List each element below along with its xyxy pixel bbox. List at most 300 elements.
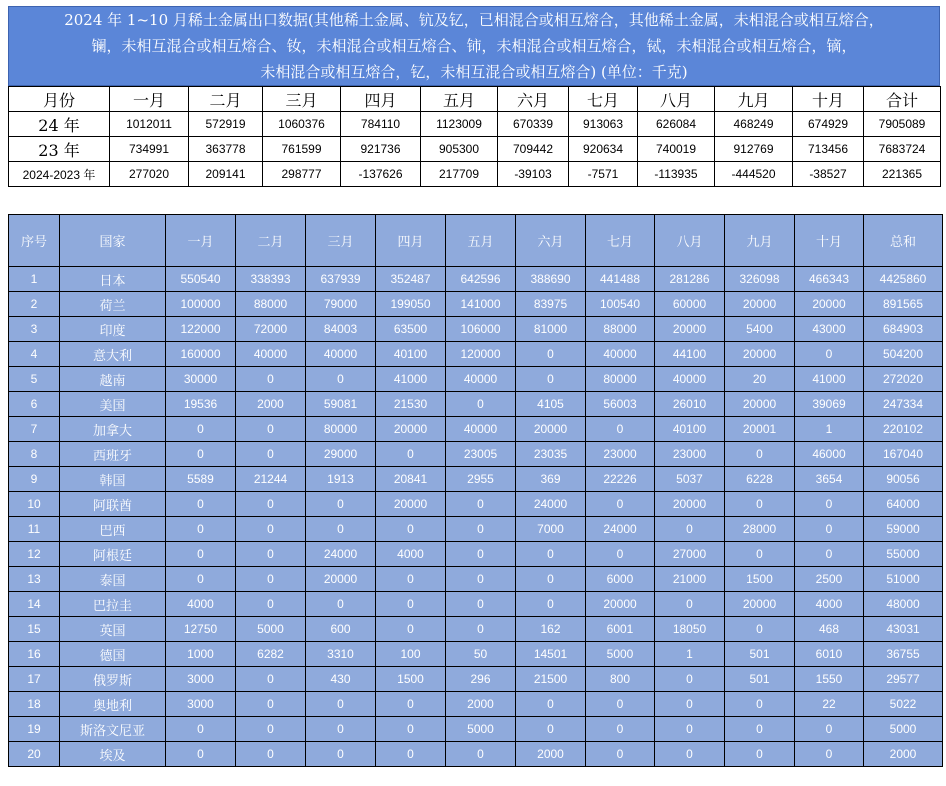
summary-header-cell: 八月 <box>638 87 715 112</box>
value-cell: 30000 <box>166 367 236 392</box>
value-cell: 441488 <box>586 267 655 292</box>
value-cell: 43000 <box>795 317 864 342</box>
value-cell: 0 <box>795 717 864 742</box>
value-cell: 369 <box>516 467 586 492</box>
value-cell: 0 <box>236 742 306 767</box>
value-cell: 0 <box>166 417 236 442</box>
summary-cell: 468249 <box>715 112 793 137</box>
value-cell: 0 <box>166 542 236 567</box>
title-line: 镧，未相互混合或相互熔合、钕，未相混合或相互熔合、铈，未相混合或相互熔合，铽，未相混合或相互熔合，镝， <box>91 37 857 55</box>
value-cell: 0 <box>446 392 516 417</box>
value-cell: 40100 <box>655 417 725 442</box>
summary-cell: 709442 <box>498 137 569 162</box>
detail-header-cell: 国家 <box>60 215 166 267</box>
value-cell: 23005 <box>446 442 516 467</box>
value-cell: 5037 <box>655 467 725 492</box>
value-cell: 1 <box>655 642 725 667</box>
summary-header-cell: 月份 <box>9 87 110 112</box>
table-row <box>9 492 943 517</box>
value-cell: 1500 <box>725 567 795 592</box>
table-row <box>9 517 943 542</box>
value-cell: 24000 <box>586 517 655 542</box>
detail-header-cell: 二月 <box>236 215 306 267</box>
value-cell: 29577 <box>864 667 943 692</box>
table-row <box>9 542 943 567</box>
value-cell: 0 <box>446 567 516 592</box>
value-cell: 20000 <box>376 417 446 442</box>
country-name: 印度 <box>60 317 166 342</box>
table-row <box>9 642 943 667</box>
country-name: 韩国 <box>60 467 166 492</box>
title-line: 未相混合或相互熔合，钇，未相互混合或相互熔合) (单位：千克) <box>260 63 688 81</box>
value-cell: 56003 <box>586 392 655 417</box>
table-title <box>8 6 940 86</box>
country-name: 越南 <box>60 367 166 392</box>
value-cell: 5022 <box>864 692 943 717</box>
value-cell: 4000 <box>795 592 864 617</box>
value-cell: 27000 <box>655 542 725 567</box>
summary-header-cell: 三月 <box>263 87 341 112</box>
value-cell: 72000 <box>236 317 306 342</box>
value-cell: 0 <box>376 692 446 717</box>
value-cell: 0 <box>306 367 376 392</box>
summary-cell: -38527 <box>793 162 864 187</box>
value-cell: 88000 <box>586 317 655 342</box>
summary-cell: 363778 <box>189 137 263 162</box>
value-cell: 40000 <box>446 417 516 442</box>
value-cell: 504200 <box>864 342 943 367</box>
value-cell: 141000 <box>446 292 516 317</box>
value-cell: 600 <box>306 617 376 642</box>
value-cell: 0 <box>236 492 306 517</box>
value-cell: 0 <box>306 692 376 717</box>
value-cell: 0 <box>166 517 236 542</box>
value-cell: 642596 <box>446 267 516 292</box>
value-cell: 0 <box>516 692 586 717</box>
summary-row-label: 2024-2023 年 <box>9 162 110 187</box>
value-cell: 2500 <box>795 567 864 592</box>
summary-cell: -444520 <box>715 162 793 187</box>
value-cell: 40000 <box>236 342 306 367</box>
value-cell: 0 <box>516 367 586 392</box>
value-cell: 5589 <box>166 467 236 492</box>
value-cell: 23000 <box>655 442 725 467</box>
value-cell: 80000 <box>306 417 376 442</box>
row-index: 3 <box>9 317 60 342</box>
value-cell: 20000 <box>795 292 864 317</box>
value-cell: 80000 <box>586 367 655 392</box>
value-cell: 3000 <box>166 692 236 717</box>
value-cell: 20000 <box>725 342 795 367</box>
value-cell: 0 <box>376 442 446 467</box>
table-row <box>9 692 943 717</box>
value-cell: 338393 <box>236 267 306 292</box>
summary-cell: 905300 <box>421 137 498 162</box>
value-cell: 20000 <box>306 567 376 592</box>
value-cell: 21000 <box>655 567 725 592</box>
summary-header-cell: 二月 <box>189 87 263 112</box>
country-name: 西班牙 <box>60 442 166 467</box>
value-cell: 637939 <box>306 267 376 292</box>
row-index: 11 <box>9 517 60 542</box>
value-cell: 100540 <box>586 292 655 317</box>
detail-header-cell: 五月 <box>446 215 516 267</box>
value-cell: 6228 <box>725 467 795 492</box>
value-cell: 0 <box>795 542 864 567</box>
value-cell: 2000 <box>236 392 306 417</box>
value-cell: 1000 <box>166 642 236 667</box>
value-cell: 20 <box>725 367 795 392</box>
value-cell: 0 <box>446 592 516 617</box>
row-index: 14 <box>9 592 60 617</box>
country-name: 泰国 <box>60 567 166 592</box>
country-name: 巴西 <box>60 517 166 542</box>
value-cell: 272020 <box>864 367 943 392</box>
summary-cell: -7571 <box>569 162 638 187</box>
value-cell: 20000 <box>516 417 586 442</box>
title-line: 2024 年 1~10 月稀土金属出口数据(其他稀土金属、钪及钇，已相混合或相互熔合，其他稀土金属，未相混合或相互熔合， <box>64 11 884 29</box>
summary-cell: 572919 <box>189 112 263 137</box>
value-cell: 0 <box>516 342 586 367</box>
summary-row-label: 24 年 <box>9 112 110 137</box>
value-cell: 48000 <box>864 592 943 617</box>
value-cell: 28000 <box>725 517 795 542</box>
value-cell: 0 <box>725 692 795 717</box>
value-cell: 684903 <box>864 317 943 342</box>
value-cell: 2000 <box>446 692 516 717</box>
value-cell: 41000 <box>795 367 864 392</box>
summary-cell: 740019 <box>638 137 715 162</box>
value-cell: 0 <box>795 492 864 517</box>
value-cell: 800 <box>586 667 655 692</box>
detail-header-cell: 一月 <box>166 215 236 267</box>
value-cell: 29000 <box>306 442 376 467</box>
detail-header-cell: 三月 <box>306 215 376 267</box>
value-cell: 120000 <box>446 342 516 367</box>
detail-header-cell: 七月 <box>586 215 655 267</box>
summary-cell: 1060376 <box>263 112 341 137</box>
summary-cell: 277020 <box>110 162 189 187</box>
table-row <box>9 292 943 317</box>
value-cell: 0 <box>236 717 306 742</box>
value-cell: 0 <box>655 692 725 717</box>
table-row <box>9 617 943 642</box>
value-cell: 0 <box>166 567 236 592</box>
summary-cell: 298777 <box>263 162 341 187</box>
value-cell: 40000 <box>306 342 376 367</box>
value-cell: 160000 <box>166 342 236 367</box>
summary-header-cell: 合计 <box>864 87 941 112</box>
summary-cell: 217709 <box>421 162 498 187</box>
value-cell: 3000 <box>166 667 236 692</box>
table-row <box>9 442 943 467</box>
value-cell: 24000 <box>516 492 586 517</box>
summary-cell: 1123009 <box>421 112 498 137</box>
value-cell: 0 <box>236 542 306 567</box>
row-index: 1 <box>9 267 60 292</box>
value-cell: 167040 <box>864 442 943 467</box>
value-cell: 199050 <box>376 292 446 317</box>
summary-header-cell: 十月 <box>793 87 864 112</box>
row-index: 9 <box>9 467 60 492</box>
value-cell: 0 <box>586 742 655 767</box>
value-cell: 0 <box>586 492 655 517</box>
summary-cell: 674929 <box>793 112 864 137</box>
value-cell: 352487 <box>376 267 446 292</box>
table-row <box>9 367 943 392</box>
value-cell: 468 <box>795 617 864 642</box>
value-cell: 20000 <box>655 317 725 342</box>
value-cell: 3654 <box>795 467 864 492</box>
value-cell: 43031 <box>864 617 943 642</box>
summary-cell: 920634 <box>569 137 638 162</box>
value-cell: 0 <box>306 492 376 517</box>
value-cell: 22 <box>795 692 864 717</box>
summary-cell: 913063 <box>569 112 638 137</box>
value-cell: 24000 <box>306 542 376 567</box>
value-cell: 0 <box>236 417 306 442</box>
summary-header-cell: 七月 <box>569 87 638 112</box>
value-cell: 2000 <box>864 742 943 767</box>
summary-cell: -137626 <box>341 162 421 187</box>
value-cell: 0 <box>586 542 655 567</box>
summary-cell: 221365 <box>864 162 941 187</box>
summary-header-cell: 六月 <box>498 87 569 112</box>
value-cell: 1500 <box>376 667 446 692</box>
value-cell: 5000 <box>236 617 306 642</box>
value-cell: 20000 <box>655 492 725 517</box>
summary-row-label: 23 年 <box>9 137 110 162</box>
row-index: 17 <box>9 667 60 692</box>
table-row <box>9 667 943 692</box>
value-cell: 84003 <box>306 317 376 342</box>
row-index: 13 <box>9 567 60 592</box>
value-cell: 20841 <box>376 467 446 492</box>
value-cell: 0 <box>725 492 795 517</box>
value-cell: 21530 <box>376 392 446 417</box>
value-cell: 21500 <box>516 667 586 692</box>
row-index: 10 <box>9 492 60 517</box>
value-cell: 41000 <box>376 367 446 392</box>
value-cell: 4425860 <box>864 267 943 292</box>
value-cell: 3310 <box>306 642 376 667</box>
value-cell: 0 <box>795 342 864 367</box>
value-cell: 6001 <box>586 617 655 642</box>
value-cell: 2955 <box>446 467 516 492</box>
value-cell: 0 <box>376 517 446 542</box>
summary-header-cell: 九月 <box>715 87 793 112</box>
summary-row <box>9 112 941 137</box>
value-cell: 0 <box>795 742 864 767</box>
value-cell: 14501 <box>516 642 586 667</box>
country-name: 日本 <box>60 267 166 292</box>
value-cell: 0 <box>376 592 446 617</box>
row-index: 5 <box>9 367 60 392</box>
value-cell: 44100 <box>655 342 725 367</box>
value-cell: 0 <box>725 742 795 767</box>
country-name: 奥地利 <box>60 692 166 717</box>
value-cell: 0 <box>376 567 446 592</box>
country-name: 斯洛文尼亚 <box>60 717 166 742</box>
summary-cell: 713456 <box>793 137 864 162</box>
value-cell: 6010 <box>795 642 864 667</box>
table-row <box>9 742 943 767</box>
summary-header-cell: 五月 <box>421 87 498 112</box>
summary-cell: 1012011 <box>110 112 189 137</box>
row-index: 8 <box>9 442 60 467</box>
detail-header-cell: 九月 <box>725 215 795 267</box>
value-cell: 20000 <box>586 592 655 617</box>
summary-cell: -113935 <box>638 162 715 187</box>
table-row <box>9 317 943 342</box>
value-cell: 0 <box>376 742 446 767</box>
summary-header-row <box>9 87 941 112</box>
value-cell: 100 <box>376 642 446 667</box>
value-cell: 39069 <box>795 392 864 417</box>
country-name: 美国 <box>60 392 166 417</box>
value-cell: 5400 <box>725 317 795 342</box>
detail-header-cell: 序号 <box>9 215 60 267</box>
value-cell: 0 <box>376 717 446 742</box>
value-cell: 0 <box>236 367 306 392</box>
detail-header-cell: 八月 <box>655 215 725 267</box>
value-cell: 0 <box>306 717 376 742</box>
summary-cell: 7683724 <box>864 137 941 162</box>
country-name: 阿根廷 <box>60 542 166 567</box>
value-cell: 162 <box>516 617 586 642</box>
value-cell: 0 <box>446 542 516 567</box>
table-row <box>9 267 943 292</box>
value-cell: 51000 <box>864 567 943 592</box>
value-cell: 19536 <box>166 392 236 417</box>
value-cell: 0 <box>725 442 795 467</box>
value-cell: 296 <box>446 667 516 692</box>
value-cell: 20000 <box>725 592 795 617</box>
value-cell: 100000 <box>166 292 236 317</box>
summary-cell: 912769 <box>715 137 793 162</box>
value-cell: 21244 <box>236 467 306 492</box>
value-cell: 88000 <box>236 292 306 317</box>
row-index: 15 <box>9 617 60 642</box>
value-cell: 1 <box>795 417 864 442</box>
value-cell: 0 <box>446 742 516 767</box>
value-cell: 0 <box>306 742 376 767</box>
country-name: 阿联酋 <box>60 492 166 517</box>
value-cell: 0 <box>236 692 306 717</box>
value-cell: 12750 <box>166 617 236 642</box>
value-cell: 501 <box>725 642 795 667</box>
value-cell: 326098 <box>725 267 795 292</box>
value-cell: 90056 <box>864 467 943 492</box>
value-cell: 0 <box>725 617 795 642</box>
summary-cell: 734991 <box>110 137 189 162</box>
summary-cell: 784110 <box>341 112 421 137</box>
value-cell: 0 <box>446 617 516 642</box>
table-row <box>9 467 943 492</box>
summary-cell: 209141 <box>189 162 263 187</box>
value-cell: 4000 <box>376 542 446 567</box>
value-cell: 550540 <box>166 267 236 292</box>
row-index: 16 <box>9 642 60 667</box>
value-cell: 0 <box>795 517 864 542</box>
value-cell: 430 <box>306 667 376 692</box>
summary-row <box>9 137 941 162</box>
detail-header-row <box>9 215 943 267</box>
detail-header-cell: 四月 <box>376 215 446 267</box>
value-cell: 388690 <box>516 267 586 292</box>
value-cell: 2000 <box>516 742 586 767</box>
summary-cell: 670339 <box>498 112 569 137</box>
detail-header-cell: 总和 <box>864 215 943 267</box>
table-row <box>9 592 943 617</box>
value-cell: 20001 <box>725 417 795 442</box>
value-cell: 22226 <box>586 467 655 492</box>
summary-cell: 761599 <box>263 137 341 162</box>
row-index: 2 <box>9 292 60 317</box>
value-cell: 0 <box>586 417 655 442</box>
table-row <box>9 567 943 592</box>
row-index: 6 <box>9 392 60 417</box>
country-name: 埃及 <box>60 742 166 767</box>
value-cell: 0 <box>725 542 795 567</box>
value-cell: 0 <box>655 592 725 617</box>
detail-header-cell: 六月 <box>516 215 586 267</box>
value-cell: 4000 <box>166 592 236 617</box>
country-name: 意大利 <box>60 342 166 367</box>
value-cell: 501 <box>725 667 795 692</box>
value-cell: 40000 <box>655 367 725 392</box>
country-name: 德国 <box>60 642 166 667</box>
value-cell: 20000 <box>376 492 446 517</box>
value-cell: 26010 <box>655 392 725 417</box>
value-cell: 891565 <box>864 292 943 317</box>
value-cell: 0 <box>655 717 725 742</box>
value-cell: 40000 <box>446 367 516 392</box>
value-cell: 0 <box>725 717 795 742</box>
value-cell: 40100 <box>376 342 446 367</box>
value-cell: 50 <box>446 642 516 667</box>
table-row <box>9 417 943 442</box>
value-cell: 0 <box>236 667 306 692</box>
value-cell: 6000 <box>586 567 655 592</box>
country-name: 加拿大 <box>60 417 166 442</box>
value-cell: 466343 <box>795 267 864 292</box>
summary-table <box>8 86 941 187</box>
value-cell: 1913 <box>306 467 376 492</box>
value-cell: 60000 <box>655 292 725 317</box>
summary-header-cell: 一月 <box>110 87 189 112</box>
row-index: 20 <box>9 742 60 767</box>
row-index: 4 <box>9 342 60 367</box>
table-row <box>9 717 943 742</box>
value-cell: 0 <box>516 542 586 567</box>
value-cell: 0 <box>516 567 586 592</box>
value-cell: 20000 <box>725 292 795 317</box>
value-cell: 0 <box>376 617 446 642</box>
value-cell: 0 <box>166 442 236 467</box>
country-name: 英国 <box>60 617 166 642</box>
value-cell: 0 <box>516 592 586 617</box>
value-cell: 6282 <box>236 642 306 667</box>
value-cell: 7000 <box>516 517 586 542</box>
summary-cell: 921736 <box>341 137 421 162</box>
value-cell: 0 <box>586 692 655 717</box>
summary-cell: 626084 <box>638 112 715 137</box>
value-cell: 55000 <box>864 542 943 567</box>
value-cell: 220102 <box>864 417 943 442</box>
value-cell: 0 <box>655 517 725 542</box>
value-cell: 83975 <box>516 292 586 317</box>
